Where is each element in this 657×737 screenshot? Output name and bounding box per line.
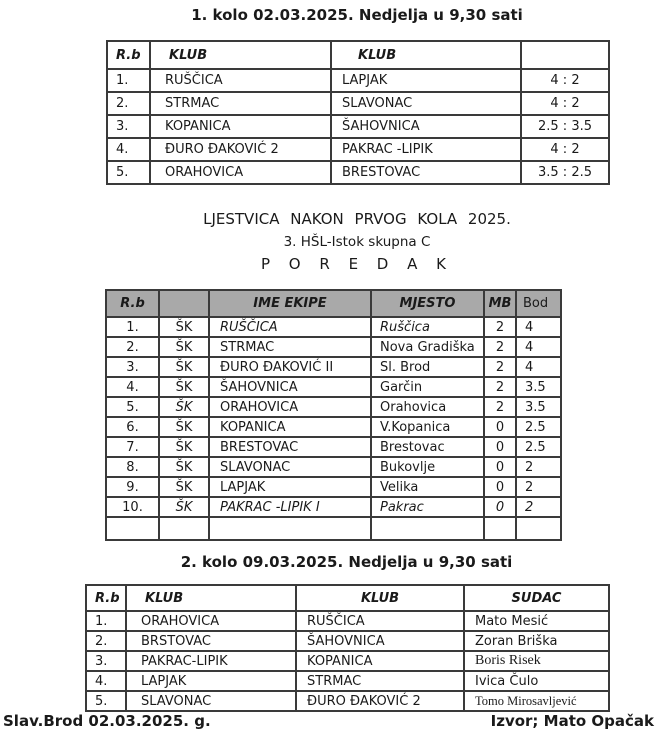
- cell-team: ŠAHOVNICA: [209, 377, 371, 397]
- cell-result: 4 : 2: [521, 138, 609, 161]
- cell-rank: 5.: [86, 691, 126, 711]
- cell-team: KOPANICA: [209, 417, 371, 437]
- table-header-row: [107, 41, 609, 69]
- cell-rank: 1.: [106, 317, 159, 337]
- table-row: [107, 115, 609, 138]
- cell-team: PAKRAC -LIPIK I: [209, 497, 371, 517]
- cell-home: ORAHOVICA: [150, 161, 331, 184]
- cell-home: ĐURO ĐAKOVIĆ 2: [150, 138, 331, 161]
- cell-result: 4 : 2: [521, 69, 609, 92]
- cell-sk: ŠK: [159, 317, 209, 337]
- cell-away: LAPJAK: [331, 69, 521, 92]
- cell-referee: Zoran Briška: [464, 631, 609, 651]
- cell-rank: 3.: [106, 357, 159, 377]
- cell-bod: 2: [516, 477, 561, 497]
- cell-rank: 4.: [86, 671, 126, 691]
- cell-home: BRSTOVAC: [126, 631, 296, 651]
- cell-team: ĐURO ĐAKOVIĆ II: [209, 357, 371, 377]
- cell-rank: 3.: [107, 115, 150, 138]
- cell-place: V.Kopanica: [371, 417, 484, 437]
- cell-away: BRESTOVAC: [331, 161, 521, 184]
- cell-sk: ŠK: [159, 457, 209, 477]
- cell-sk: ŠK: [159, 477, 209, 497]
- cell-team: ORAHOVICA: [209, 397, 371, 417]
- cell-sk: ŠK: [159, 377, 209, 397]
- cell-team: STRMAC: [209, 337, 371, 357]
- cell-result: 4 : 2: [521, 92, 609, 115]
- table-row: [106, 497, 561, 517]
- cell-place: Orahovica: [371, 397, 484, 417]
- cell-bod: 4: [516, 337, 561, 357]
- cell-rank: 4.: [107, 138, 150, 161]
- cell-mb: 0: [484, 477, 516, 497]
- cell-home: ORAHOVICA: [126, 611, 296, 631]
- cell-rank: 6.: [106, 417, 159, 437]
- table-row: [106, 377, 561, 397]
- cell-referee: Ivica Čulo: [464, 671, 609, 691]
- table-header-row: [106, 290, 561, 317]
- cell-rank: 4.: [106, 377, 159, 397]
- cell-rank: 2.: [107, 92, 150, 115]
- cell-rank: 7.: [106, 437, 159, 457]
- round1-results-table: [106, 40, 610, 185]
- cell-away: ĐURO ĐAKOVIĆ 2: [296, 691, 464, 711]
- table-row: [106, 317, 561, 337]
- standings-table: [105, 289, 562, 541]
- cell-empty: [159, 517, 209, 540]
- cell-mb: 0: [484, 457, 516, 477]
- table-row: [86, 631, 609, 651]
- col-header-sudac: SUDAC: [464, 585, 609, 611]
- cell-referee: Tomo Mirosavljević: [464, 691, 609, 711]
- cell-sk: ŠK: [159, 497, 209, 517]
- cell-rank: 1.: [107, 69, 150, 92]
- cell-team: SLAVONAC: [209, 457, 371, 477]
- empty-row: [106, 517, 561, 540]
- cell-bod: 2.5: [516, 417, 561, 437]
- cell-away: RUŠČICA: [296, 611, 464, 631]
- cell-place: Brestovac: [371, 437, 484, 457]
- cell-empty: [371, 517, 484, 540]
- standings-heading-line1: LJESTVICA NAKON PRVOG KOLA 2025.: [203, 210, 511, 228]
- round1-title: 1. kolo 02.03.2025. Nedjelja u 9,30 sati: [191, 6, 523, 24]
- col-header-mb: MB: [484, 290, 516, 317]
- cell-mb: 0: [484, 437, 516, 457]
- cell-bod: 3.5: [516, 397, 561, 417]
- standings-heading-line2: 3. HŠL-Istok skupna C: [283, 234, 431, 250]
- round2-schedule-table: [85, 584, 610, 712]
- cell-away: ŠAHOVNICA: [296, 631, 464, 651]
- footer: [3, 712, 654, 730]
- table-row: [86, 611, 609, 631]
- cell-away: KOPANICA: [296, 651, 464, 671]
- table-header-row: [86, 585, 609, 611]
- cell-bod: 2: [516, 457, 561, 477]
- cell-team: RUŠČICA: [209, 317, 371, 337]
- col-header-sk: [159, 290, 209, 317]
- table-row: [106, 437, 561, 457]
- col-header-rb: R.b: [106, 290, 159, 317]
- table-row: [107, 92, 609, 115]
- cell-rank: 8.: [106, 457, 159, 477]
- cell-rank: 9.: [106, 477, 159, 497]
- cell-place: Nova Gradiška: [371, 337, 484, 357]
- table-row: [106, 417, 561, 437]
- cell-mb: 2: [484, 357, 516, 377]
- cell-place: Velika: [371, 477, 484, 497]
- table-row: [106, 357, 561, 377]
- cell-mb: 0: [484, 417, 516, 437]
- cell-home: LAPJAK: [126, 671, 296, 691]
- table-row: [86, 651, 609, 671]
- cell-rank: 1.: [86, 611, 126, 631]
- footer-source: Izvor; Mato Opačak: [490, 712, 654, 730]
- cell-place: Garčin: [371, 377, 484, 397]
- cell-home: SLAVONAC: [126, 691, 296, 711]
- cell-mb: 2: [484, 337, 516, 357]
- table-row: [106, 457, 561, 477]
- cell-team: LAPJAK: [209, 477, 371, 497]
- col-header-bod: Bod: [516, 290, 561, 317]
- cell-away: ŠAHOVNICA: [331, 115, 521, 138]
- cell-sk: ŠK: [159, 337, 209, 357]
- cell-rank: 3.: [86, 651, 126, 671]
- cell-referee: Mato Mesić: [464, 611, 609, 631]
- table-row: [86, 671, 609, 691]
- col-header-klub-2: KLUB: [331, 41, 521, 69]
- col-header-klub-2: KLUB: [296, 585, 464, 611]
- cell-place: Sl. Brod: [371, 357, 484, 377]
- cell-home: KOPANICA: [150, 115, 331, 138]
- col-header-klub-1: KLUB: [126, 585, 296, 611]
- cell-team: BRESTOVAC: [209, 437, 371, 457]
- table-row: [106, 397, 561, 417]
- cell-place: Pakrac: [371, 497, 484, 517]
- cell-home: STRMAC: [150, 92, 331, 115]
- cell-mb: 2: [484, 377, 516, 397]
- table-row: [86, 691, 609, 711]
- col-header-mjesto: MJESTO: [371, 290, 484, 317]
- cell-mb: 2: [484, 317, 516, 337]
- cell-mb: 0: [484, 497, 516, 517]
- cell-referee: Boris Risek: [464, 651, 609, 671]
- cell-sk: ŠK: [159, 357, 209, 377]
- cell-bod: 2: [516, 497, 561, 517]
- cell-rank: 5.: [107, 161, 150, 184]
- cell-empty: [209, 517, 371, 540]
- cell-rank: 2.: [86, 631, 126, 651]
- cell-result: 3.5 : 2.5: [521, 161, 609, 184]
- cell-empty: [516, 517, 561, 540]
- cell-sk: ŠK: [159, 417, 209, 437]
- footer-place-date: Slav.Brod 02.03.2025. g.: [3, 712, 211, 730]
- col-header-team: IME EKIPE: [209, 290, 371, 317]
- col-header-rb: R.b: [86, 585, 126, 611]
- table-row: [107, 161, 609, 184]
- col-header-result: [521, 41, 609, 69]
- round2-title: 2. kolo 09.03.2025. Nedjelja u 9,30 sati: [180, 553, 513, 571]
- cell-home: RUŠČICA: [150, 69, 331, 92]
- table-row: [107, 69, 609, 92]
- cell-away: SLAVONAC: [331, 92, 521, 115]
- cell-bod: 4: [516, 317, 561, 337]
- cell-result: 2.5 : 3.5: [521, 115, 609, 138]
- cell-bod: 3.5: [516, 377, 561, 397]
- cell-mb: 2: [484, 397, 516, 417]
- table-row: [107, 138, 609, 161]
- cell-sk: ŠK: [159, 397, 209, 417]
- cell-sk: ŠK: [159, 437, 209, 457]
- table-row: [106, 477, 561, 497]
- cell-away: PAKRAC -LIPIK: [331, 138, 521, 161]
- cell-bod: 2.5: [516, 437, 561, 457]
- col-header-rb: R.b: [107, 41, 150, 69]
- cell-empty: [106, 517, 159, 540]
- cell-rank: 10.: [106, 497, 159, 517]
- standings-headings: [106, 211, 608, 273]
- table-row: [106, 337, 561, 357]
- cell-rank: 5.: [106, 397, 159, 417]
- cell-home: PAKRAC-LIPIK: [126, 651, 296, 671]
- col-header-klub-1: KLUB: [150, 41, 331, 69]
- cell-away: STRMAC: [296, 671, 464, 691]
- cell-rank: 2.: [106, 337, 159, 357]
- cell-place: Ruščica: [371, 317, 484, 337]
- cell-bod: 4: [516, 357, 561, 377]
- standings-heading-line3: P O R E D A K: [260, 255, 453, 273]
- cell-place: Bukovlje: [371, 457, 484, 477]
- cell-empty: [484, 517, 516, 540]
